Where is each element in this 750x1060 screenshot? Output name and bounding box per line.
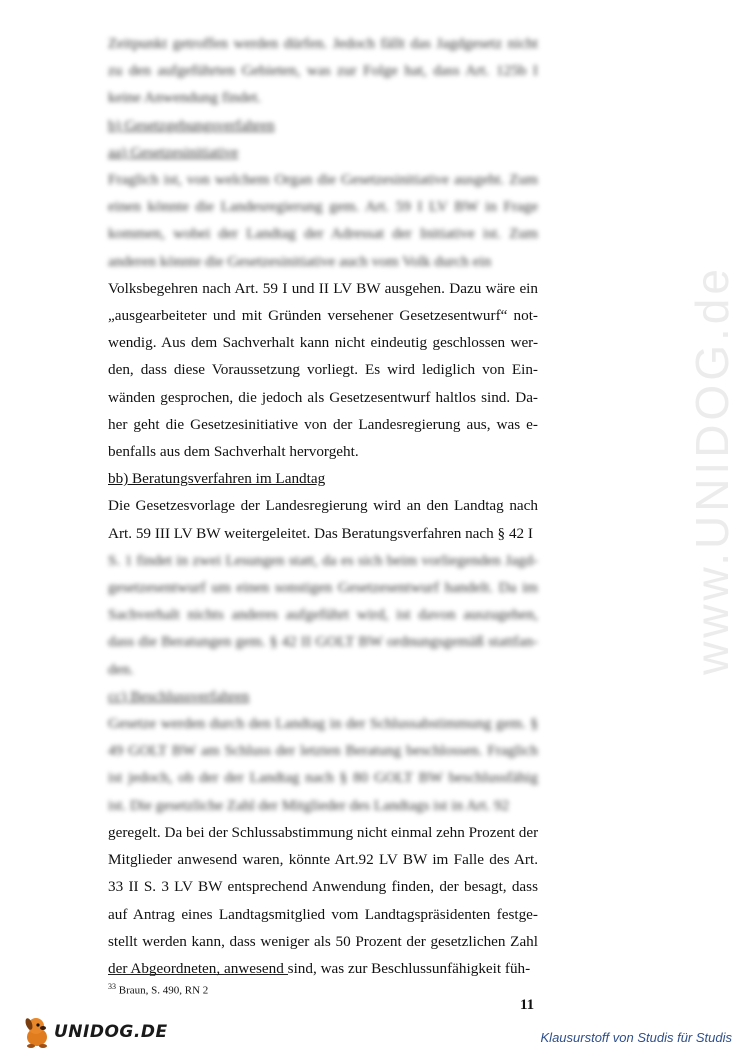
dog-mascot-icon	[22, 1015, 52, 1049]
footnote-number: 33	[108, 982, 116, 991]
heading-text: b) Gesetzgebungsverfahren	[108, 116, 275, 134]
footnote	[108, 982, 208, 997]
text-line: Die Gesetzesvorlage der Landesregierung wird an den Landtag nach	[108, 497, 538, 515]
section-heading	[108, 683, 538, 710]
text-line: geregelt. Da bei der Schlussabstimmung nicht einmal zehn Prozent der	[108, 823, 538, 841]
text-line: Art. 59 III LV BW weitergeleitet. Das Beratungsverfahren nach § 42 I	[108, 524, 533, 542]
text-line: benfalls aus dem Sachverhalt hervorgeht.	[108, 443, 359, 461]
blurred-paragraph	[108, 166, 538, 275]
text-line: her geht die Gesetzesinitiative von der Landesregierung aus, was e-	[108, 415, 538, 433]
section-heading	[108, 139, 538, 166]
text-line: den.	[108, 660, 134, 678]
text-line: auf Antrag eines Landtagsmitglied vom Landtagspräsidenten festge-	[108, 905, 538, 923]
text-line: einen könnte die Landesregierung gem. Art. 59 I LV BW in Frage	[108, 198, 538, 216]
text-line: dass die Beratungen gem. § 42 II GOLT BW ordnungsgemäß stattfan-	[108, 633, 538, 651]
text-line: zu den aufgeführten Gebieten, was zur Folge hat, dass Art. 125b I	[108, 62, 538, 80]
text-line: S. 1 findet in zwei Lesungen statt, da es sich beim vorliegenden Jagd-	[108, 551, 538, 569]
footer-slogan: Klausurstoff von Studis für Studis	[540, 1030, 732, 1045]
text-line: anderen könnte die Gesetzesinitiative auch vom Volk durch ein	[108, 252, 492, 270]
text-line: Mitglieder anwesend waren, könnte Art.92 LV BW im Falle des Art.	[108, 851, 538, 869]
section-heading	[108, 465, 538, 492]
text-line: wänden gesprochen, die jedoch als Gesetzesentwurf haltlos sind. Da-	[108, 388, 538, 406]
text-line: 33 II S. 3 LV BW entsprechend Anwendung finden, der besagt, dass	[108, 878, 538, 896]
body-text-column	[108, 30, 538, 982]
text-line: ist jedoch, ob der der Landtag nach § 80 GOLT BW beschlussfähig	[108, 769, 538, 787]
unidog-logo	[22, 1012, 168, 1052]
text-line: der Abgeordneten, anwesend sind, was zur Beschlussunfähigkeit füh-	[108, 959, 531, 977]
paragraph	[108, 819, 538, 982]
text-line: ist. Die gesetzliche Zahl der Mitglieder des Landtags ist in Art. 92	[108, 796, 510, 814]
text-line: Sachverhalt nichts anderes aufgeführt wird, ist davon auszugehen,	[108, 606, 538, 624]
text-line: wendig. Aus dem Sachverhalt kann nicht eindeutig geschlossen wer-	[108, 334, 538, 352]
text-line: keine Anwendung findet.	[108, 89, 262, 107]
blurred-paragraph	[108, 30, 538, 112]
logo-text: UNIDOG.DE	[54, 1022, 168, 1042]
blurred-paragraph	[108, 710, 538, 819]
text-line: Gesetze werden durch den Landtag in der Schlussabstimmung gem. §	[108, 715, 538, 733]
paragraph	[108, 275, 538, 465]
heading-text: bb) Beratungsverfahren im Landtag	[108, 470, 326, 488]
text-line: gesetzesentwurf um einen sonstigen Gesetzesentwurf handelt. Da im	[108, 579, 538, 597]
text-line: Volksbegehren nach Art. 59 I und II LV BW ausgehen. Dazu wäre ein	[108, 279, 538, 297]
paragraph	[108, 492, 538, 546]
text-line: „ausgearbeiteter und mit Gründen versehener Gesetzesentwurf“ not-	[108, 307, 538, 325]
watermark-text: www.UNIDOG.de	[686, 265, 738, 675]
footnote-text: Braun, S. 490, RN 2	[118, 984, 209, 997]
text-line: stellt werden kann, dass weniger als 50 Prozent der gesetzlichen Zahl	[108, 932, 538, 950]
text-line: kommen, wobei der Landtag der Adressat der Initiative ist. Zum	[108, 225, 538, 243]
page-number: 11	[520, 997, 535, 1013]
text-line: den, dass diese Voraussetzung vorliegt. Es wird lediglich von Ein-	[108, 361, 538, 379]
text-line: Fraglich ist, von welchem Organ die Gesetzesinitiative ausgeht. Zum	[108, 171, 538, 189]
text-line: 49 GOLT BW am Schluss der letzten Beratung beschlossen. Fraglich	[108, 742, 538, 760]
heading-text: aa) Gesetzesinitiative	[108, 143, 239, 161]
blurred-paragraph	[108, 547, 538, 683]
text-line: Zeitpunkt getroffen werden dürfen. Jedoch fällt das Jagdgesetz nicht	[108, 35, 538, 52]
section-heading	[108, 112, 538, 139]
footnote-divider	[108, 974, 288, 975]
heading-text: cc) Beschlussverfahren	[108, 687, 250, 705]
